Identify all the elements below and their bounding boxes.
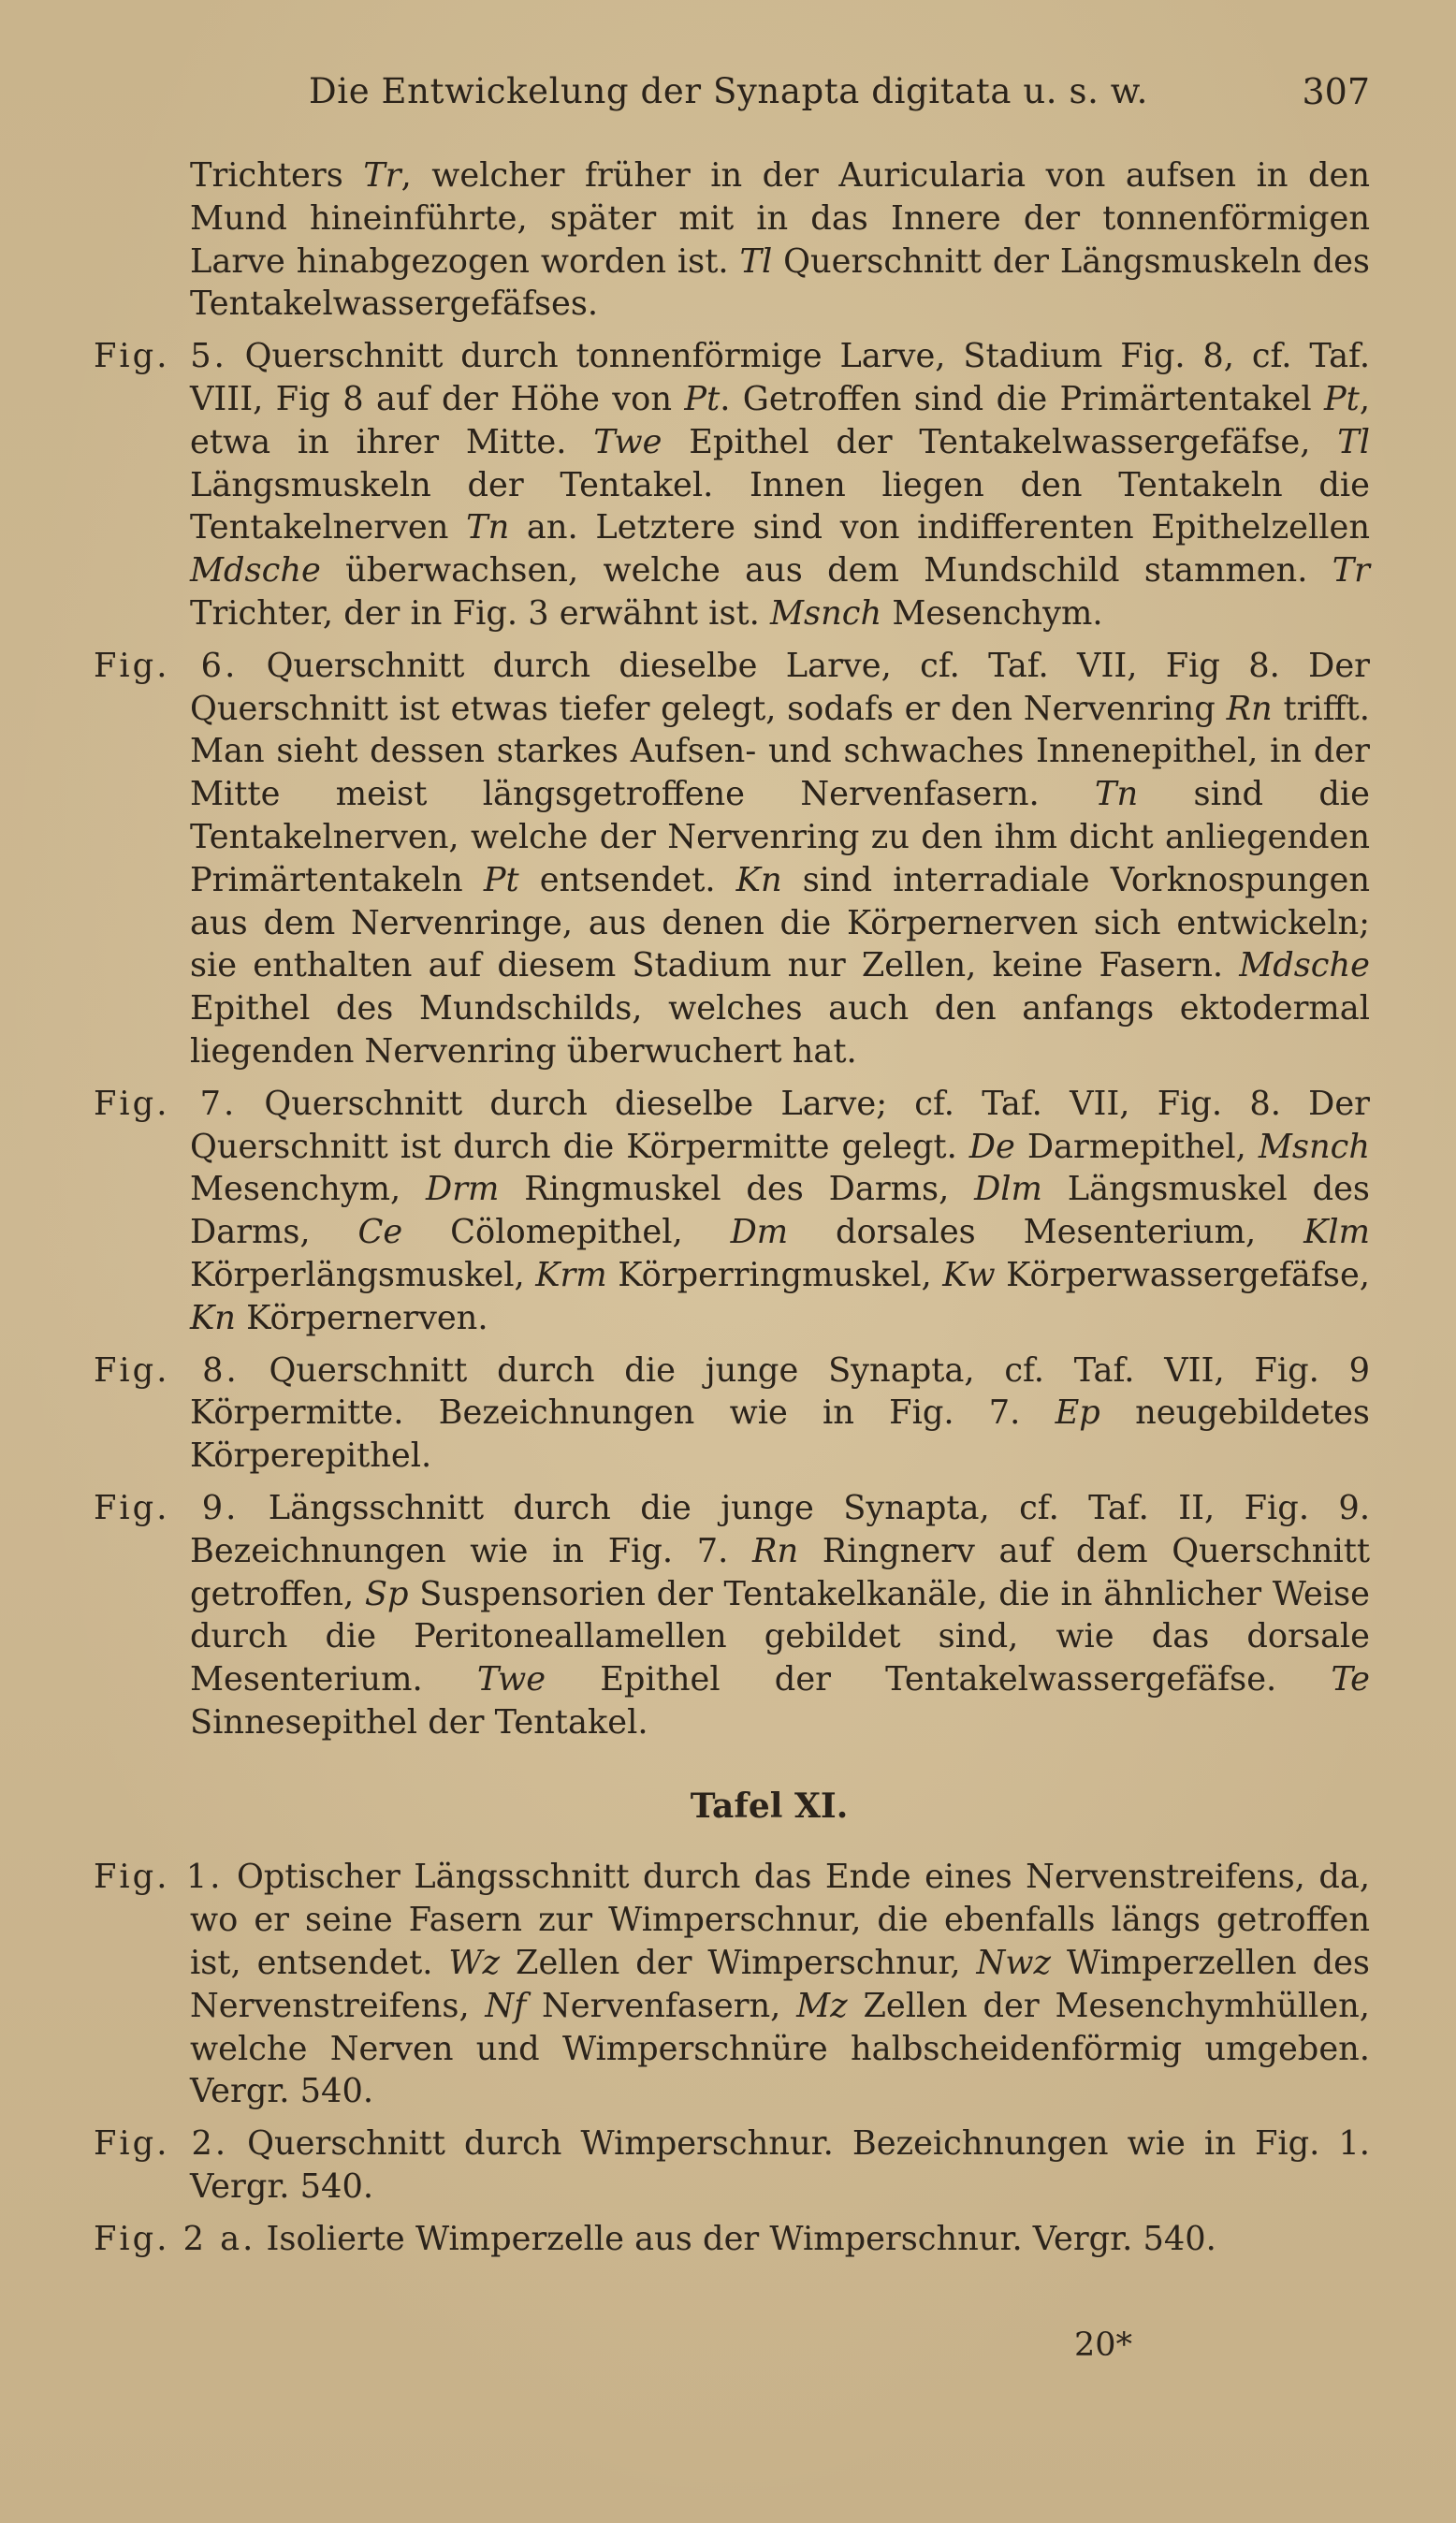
page-number: 307 [1302,71,1370,112]
paragraphs-after [94,1856,1370,2260]
section-heading: Tafel XI. [690,1786,849,1826]
figure-label: Fig. 7. [94,1084,238,1123]
figure-caption [94,1856,1370,2113]
figure-caption [94,1349,1370,1478]
caption-text: Querschnitt durch tonnenförmige Larve, Stadium Fig. 8, cf. Taf. VIII, Fig 8 auf der Höhe von Pt. Getroffen sind die Primärtentakel Pt, etwa in ihrer Mitte. Twe Epithel der Tentakelwassergefäfse, Tl Längsmuskeln der Tentakel. Innen liegen den Tentakeln die Tentakelnerven Tn an. Letztere sind von indifferenten Epithelzellen Mdsche überwachsen, welche aus dem Mundschild stammen. Tr Trichter, der in Fig. 3 erwähnt ist. Msnch Mesenchym. [190,337,1371,633]
continuation-paragraph [94,154,1370,326]
running-head [309,71,1370,127]
figure-label: Fig. 6. [94,646,239,685]
figure-label: Fig. 2 a. [94,2219,256,2258]
figure-caption [94,1083,1370,1340]
signature-mark: 20* [1074,2326,1133,2364]
caption-text: Isolierte Wimperzelle aus der Wimperschnur. Vergr. 540. [266,2219,1216,2258]
caption-text: Querschnitt durch dieselbe Larve, cf. Taf. VII, Fig 8. Der Querschnitt ist etwas tiefer gelegt, sodafs er den Nervenring Rn trifft. Man sieht dessen starkes Aufsen- und schwaches Innenepithel, in der Mitte meist längsgetroffene Nervenfasern. Tn sind die Tentakelnerven, welche der Nervenring zu den ihm dicht anliegenden Primärtentakeln Pt entsendet. Kn sind interradiale Vorknospungen aus dem Nervenringe, aus denen die Körpernerven sich entwickeln; sie enthalten auf diesem Stadium nur Zellen, keine Fasern. Mdsche Epithel des Mundschilds, welches auch den anfangs ektodermal liegenden Nervenring überwuchert hat. [190,646,1370,1071]
figure-label: Fig. 8. [94,1350,240,1390]
paragraphs-before [94,154,1370,1744]
caption-text: Querschnitt durch Wimperschnur. Bezeichnungen wie in Fig. 1. Vergr. 540. [190,2124,1370,2207]
figure-caption [94,645,1370,1073]
figure-caption [94,2218,1370,2261]
figure-caption [94,2122,1370,2209]
figure-caption [94,1487,1370,1744]
caption-text: Optischer Längsschnitt durch das Ende eines Nervenstreifens, da, wo er seine Fasern zur Wimperschnur, die ebenfalls längs getroffen ist, entsendet. Wz Zellen der Wimperschnur, Nwz Wimperzellen des Nervenstreifens, Nf Nervenfasern, Mz Zellen der Mesenchymhüllen, welche Nerven und Wimperschnüre halbscheidenförmig umgeben. Vergr. 540. [190,1858,1371,2111]
body-text [94,154,1370,2270]
figure-label: Fig. 9. [94,1488,240,1527]
figure-label: Fig. 2. [94,2124,229,2164]
caption-text: Querschnitt durch die junge Synapta, cf. Taf. VII, Fig. 9 Körpermitte. Bezeichnungen wie in Fig. 7. Ep neugebildetes Körperepithel. [190,1350,1370,1476]
caption-text: Querschnitt durch dieselbe Larve; cf. Taf. VII, Fig. 8. Der Querschnitt ist durch die Körpermitte gelegt. De Darmepithel, Msnch Mesenchym, Drm Ringmuskel des Darms, Dlm Längsmuskel des Darms, Ce Cölomepithel, Dm dorsales Mesenterium, Klm Körperlängsmuskel, Krm Körperringmuskel, Kw Körperwassergefäfse, Kn Körpernerven. [190,1084,1371,1337]
figure-caption [94,335,1370,635]
caption-text: Trichters Tr, welcher früher in der Auricularia von aufsen in den Mund hineinführte, später mit in das Innere der tonnenförmigen Larve hinabgezogen worden ist. Tl Querschnitt der Längsmuskeln des Tentakelwassergefäfses. [190,156,1370,324]
figure-label: Fig. 5. [94,337,227,376]
figure-label: Fig. 1. [94,1858,224,1897]
caption-text: Längsschnitt durch die junge Synapta, cf. Taf. II, Fig. 9. Bezeichnungen wie in Fig. 7. Rn Ringnerv auf dem Querschnitt getroffen, Sp Suspensorien der Tentakelkanäle, die in ähnlicher Weise durch die Peritoneallamellen gebildet sind, wie das dorsale Mesenterium. Twe Epithel der Tentakelwassergefäfse. Te Sinnesepithel der Tentakel. [190,1488,1371,1742]
running-title: Die Entwickelung der Synapta digitata u. s. w. [309,71,1149,111]
